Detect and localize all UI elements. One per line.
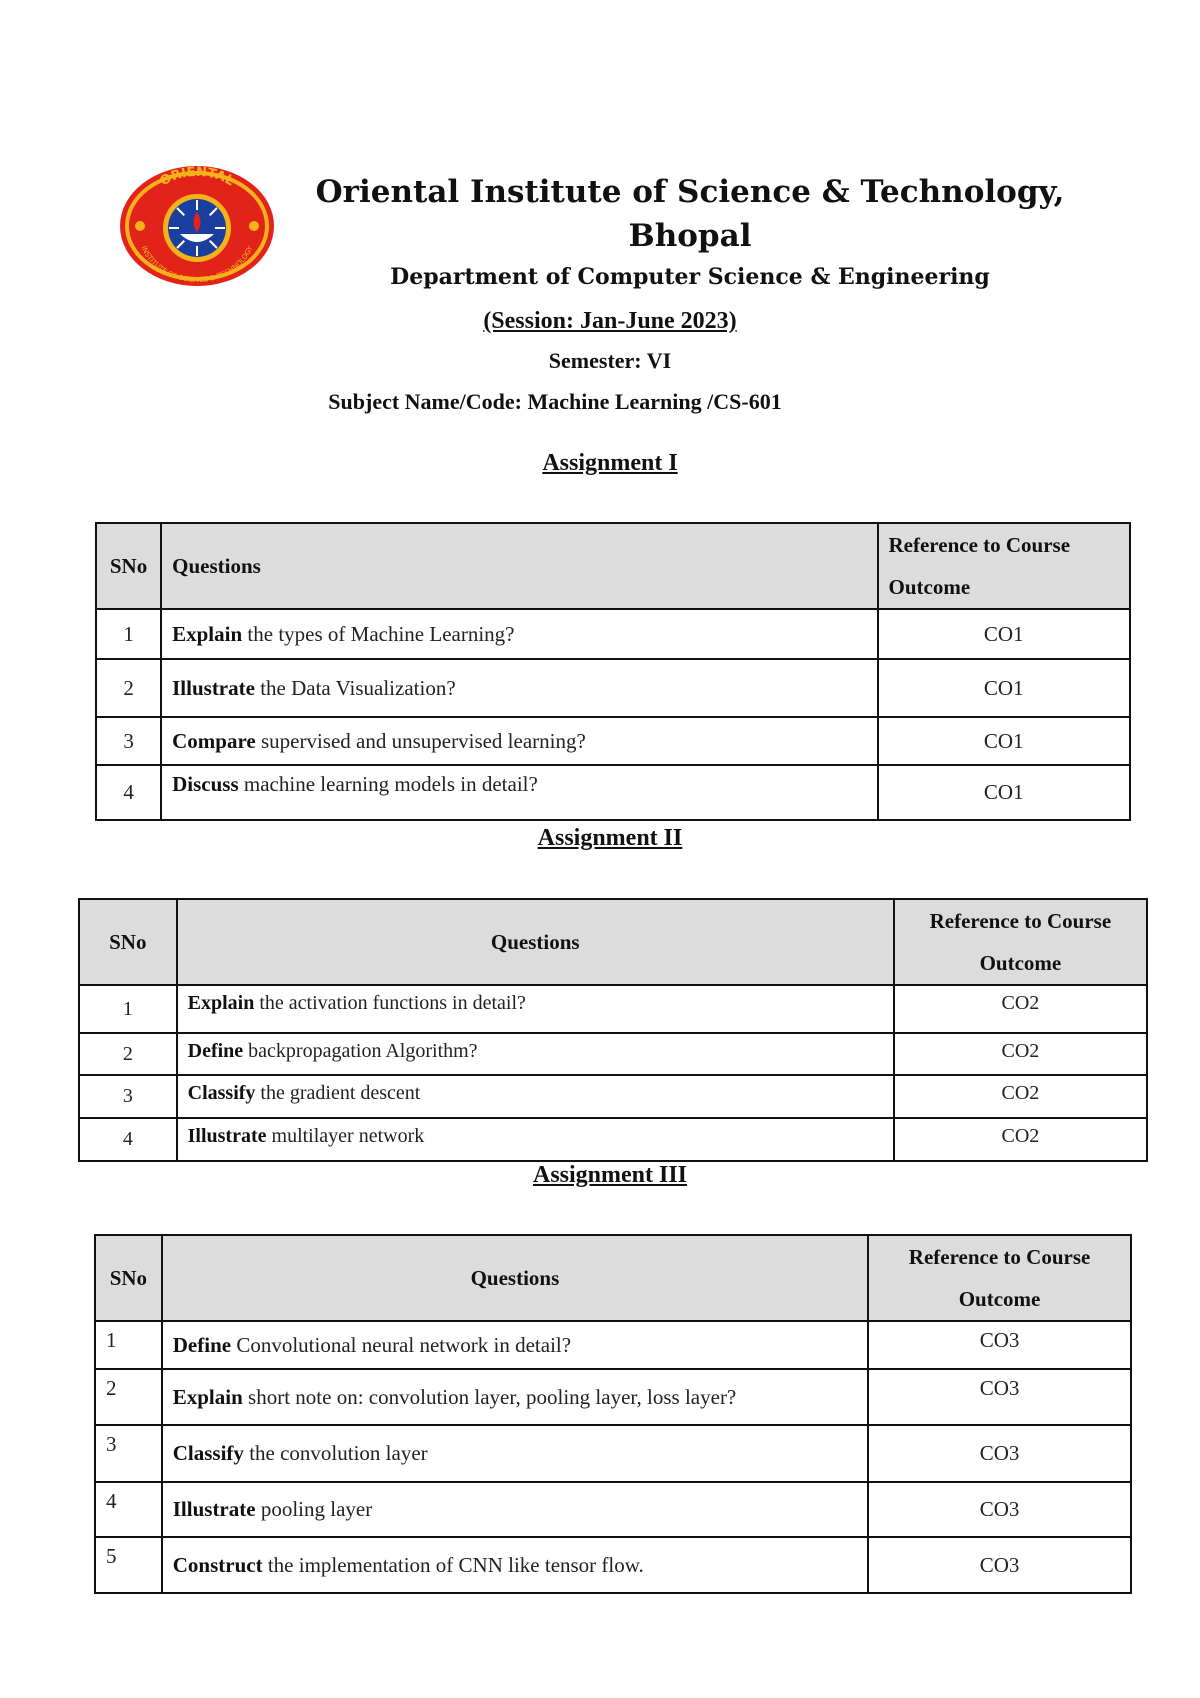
table-row (95, 1425, 1131, 1482)
assignment-heading: Assignment I (542, 450, 678, 476)
sno-cell: 2 (95, 1369, 162, 1425)
subject-label: Subject Name/Code: Machine Learning /CS-601 (328, 389, 782, 414)
table-row (96, 765, 1130, 820)
question-verb: Construct (172, 1552, 263, 1577)
course-outcome-cell: CO1 (878, 765, 1131, 820)
question-verb: Discuss (172, 772, 239, 796)
question-text: the Data Visualization? (254, 675, 456, 700)
question-verb: Illustrate (172, 1497, 256, 1521)
sno-cell: 1 (95, 1321, 162, 1369)
question-cell (177, 985, 894, 1033)
question-verb: Illustrate (187, 1125, 267, 1147)
course-outcome-cell: CO2 (894, 1075, 1147, 1118)
logo-text-bottom: INSTITUTE OF SCIENCE & TECHNOLOGY (139, 244, 255, 285)
course-outcome-cell: CO1 (878, 609, 1131, 659)
assignment-heading: Assignment III (532, 1162, 688, 1188)
question-verb: Define (187, 1040, 244, 1062)
assignment-table (78, 898, 1148, 1162)
table-header-row (96, 523, 1130, 609)
sno-cell: 4 (95, 1482, 162, 1537)
sno-cell: 4 (79, 1118, 177, 1161)
question-text: backpropagation Algorithm? (243, 1040, 478, 1062)
table-header-row (79, 899, 1147, 985)
table-row (95, 1369, 1131, 1425)
course-outcome-cell: CO3 (868, 1482, 1131, 1537)
questions-header: Questions (177, 899, 894, 985)
question-cell (162, 1425, 868, 1482)
question-text: short note on: convolution layer, pooling layer, loss layer? (242, 1384, 737, 1409)
semester-label: Semester: VI (548, 348, 672, 373)
sno-cell: 3 (96, 717, 161, 765)
institute-name-line1: Oriental Institute of Science & Technology, (315, 174, 1065, 210)
table-row (95, 1482, 1131, 1537)
sno-cell: 2 (79, 1033, 177, 1075)
institute-logo (118, 164, 276, 288)
course-outcome-cell: CO2 (894, 985, 1147, 1033)
table-row (96, 659, 1130, 717)
question-verb: Explain (172, 1384, 243, 1409)
question-text: the convolution layer (243, 1441, 428, 1465)
course-outcome-cell: CO3 (868, 1369, 1131, 1425)
table-row (79, 1033, 1147, 1075)
logo-text-top: ORIENTAL (157, 164, 237, 190)
question-cell (161, 609, 877, 659)
course-outcome-cell: CO1 (878, 717, 1131, 765)
question-verb: Explain (187, 992, 255, 1014)
sno-header: SNo (96, 523, 161, 609)
course-outcome-cell: CO3 (868, 1321, 1131, 1369)
question-verb: Compare (172, 728, 256, 753)
question-text: Convolutional neural network in detail? (231, 1332, 572, 1357)
table-row (79, 985, 1147, 1033)
assignment-table (95, 522, 1131, 821)
question-cell (177, 1118, 894, 1161)
sno-cell: 1 (79, 985, 177, 1033)
title-block (300, 170, 1080, 290)
course-outcome-cell: CO3 (868, 1425, 1131, 1482)
question-text: pooling layer (255, 1497, 373, 1521)
table-row (96, 717, 1130, 765)
course-outcome-cell: CO2 (894, 1033, 1147, 1075)
table-row (95, 1321, 1131, 1369)
reference-header: Reference to Course Outcome (894, 899, 1147, 985)
question-cell (162, 1537, 868, 1593)
question-verb: Classify (187, 1082, 256, 1104)
sno-cell: 2 (96, 659, 161, 717)
question-cell (177, 1075, 894, 1118)
question-verb: Illustrate (172, 675, 255, 700)
question-verb: Explain (172, 621, 243, 646)
question-cell (177, 1033, 894, 1075)
question-verb: Classify (172, 1441, 244, 1465)
question-cell (161, 659, 877, 717)
sno-cell: 3 (79, 1075, 177, 1118)
assignment-table (94, 1234, 1132, 1594)
question-cell (162, 1482, 868, 1537)
question-cell (162, 1369, 868, 1425)
questions-header: Questions (162, 1235, 868, 1321)
question-text: the gradient descent (255, 1082, 421, 1104)
institute-name-line2: Bhopal (628, 218, 752, 254)
question-cell (162, 1321, 868, 1369)
question-cell (161, 717, 877, 765)
sno-cell: 5 (95, 1537, 162, 1593)
table-row (79, 1075, 1147, 1118)
question-text: machine learning models in detail? (238, 772, 538, 796)
table-header-row (95, 1235, 1131, 1321)
table-row (79, 1118, 1147, 1161)
reference-header: Reference to Course Outcome (878, 523, 1131, 609)
questions-header: Questions (161, 523, 877, 609)
course-outcome-cell: CO1 (878, 659, 1131, 717)
table-row (96, 609, 1130, 659)
oriental-institute-emblem-icon (118, 164, 276, 288)
course-outcome-cell: CO3 (868, 1537, 1131, 1593)
sno-header: SNo (95, 1235, 162, 1321)
sno-header: SNo (79, 899, 177, 985)
question-text: multilayer network (266, 1125, 425, 1147)
assignment-heading: Assignment II (537, 825, 683, 851)
question-text: supervised and unsupervised learning? (255, 728, 586, 753)
question-verb: Define (172, 1332, 232, 1357)
question-text: the types of Machine Learning? (242, 621, 515, 646)
question-text: the implementation of CNN like tensor flow. (262, 1552, 644, 1577)
sno-cell: 4 (96, 765, 161, 820)
question-text: the activation functions in detail? (254, 992, 526, 1014)
course-outcome-cell: CO2 (894, 1118, 1147, 1161)
question-cell (161, 765, 877, 820)
session-label: (Session: Jan-June 2023) (483, 308, 737, 334)
sno-cell: 3 (95, 1425, 162, 1482)
reference-header: Reference to Course Outcome (868, 1235, 1131, 1321)
sno-cell: 1 (96, 609, 161, 659)
table-row (95, 1537, 1131, 1593)
department-name: Department of Computer Science & Engineering (390, 264, 990, 290)
